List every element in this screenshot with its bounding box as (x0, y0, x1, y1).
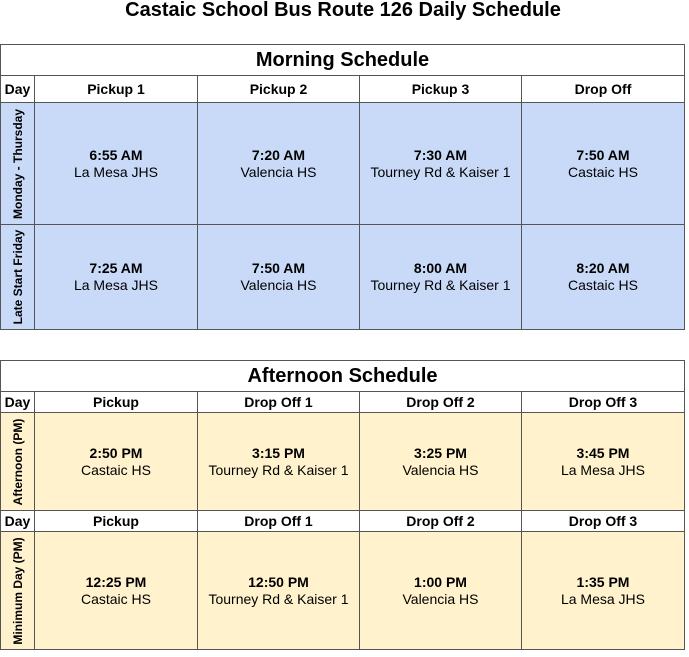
stop-cell (198, 103, 360, 225)
column-header: Pickup 3 (360, 76, 522, 103)
stop-cell (522, 532, 685, 650)
stop-cell (360, 225, 522, 330)
table-row (1, 413, 685, 511)
day-label-cell (1, 225, 35, 330)
day-label: Afternoon (PM) (10, 418, 25, 505)
stop-place: Castaic HS (567, 277, 639, 293)
column-header: Drop Off 2 (360, 511, 522, 532)
column-header: Pickup (35, 511, 198, 532)
page-title: Castaic School Bus Route 126 Daily Schedule (125, 0, 561, 21)
stop-time: 3:45 PM (576, 444, 630, 461)
stop-time: 7:25 AM (89, 260, 143, 276)
stop-cell (35, 225, 198, 330)
column-header: Drop Off 3 (522, 511, 685, 532)
day-label: Late Start Friday (10, 229, 25, 325)
stop-time: 12:50 PM (248, 573, 309, 590)
stop-place: La Mesa JHS (560, 461, 646, 478)
stop-time: 7:50 AM (251, 260, 306, 276)
stop-place: Castaic HS (80, 590, 152, 607)
stop-cell (198, 532, 360, 650)
column-header: Drop Off 1 (198, 511, 360, 532)
column-header: Pickup 2 (198, 76, 360, 103)
column-header: Drop Off 3 (522, 392, 685, 413)
stop-time: 7:50 AM (576, 146, 630, 163)
stop-time: 8:00 AM (413, 260, 468, 276)
day-label: Minimum Day (PM) (10, 536, 25, 645)
stop-place: Tourney Rd & Kaiser 1 (370, 163, 511, 180)
stop-time: 8:20 AM (576, 260, 630, 276)
table-row (1, 532, 685, 650)
stop-cell (35, 413, 198, 511)
stop-cell (522, 225, 685, 330)
day-label-cell (1, 103, 35, 225)
stop-time: 3:25 PM (414, 444, 467, 461)
table-row (1, 225, 685, 330)
stop-time: 2:50 PM (89, 444, 143, 461)
stop-cell (522, 103, 685, 225)
column-header: Drop Off 1 (198, 392, 360, 413)
stop-place: La Mesa JHS (73, 277, 159, 293)
stop-place: Tourney Rd & Kaiser 1 (208, 461, 349, 478)
stop-time: 7:30 AM (413, 146, 468, 163)
stop-cell (198, 413, 360, 511)
stop-place: Valencia HS (240, 163, 317, 180)
column-header: Drop Off (522, 76, 685, 103)
afternoon-schedule-table (0, 360, 685, 650)
stop-time: 6:55 AM (89, 146, 143, 163)
stop-cell (35, 103, 198, 225)
stop-time: 1:00 PM (414, 573, 467, 590)
stop-place: Valencia HS (402, 590, 479, 607)
stop-place: Valencia HS (240, 277, 317, 293)
column-header: Day (1, 511, 35, 532)
stop-place: Valencia HS (402, 461, 479, 478)
stop-time: 7:20 AM (251, 146, 306, 163)
stop-place: Tourney Rd & Kaiser 1 (208, 590, 349, 607)
stop-cell (360, 103, 522, 225)
morning-heading: Morning Schedule (1, 45, 685, 76)
stop-cell (360, 413, 522, 511)
stop-place: Tourney Rd & Kaiser 1 (370, 277, 511, 293)
stop-cell (522, 413, 685, 511)
stop-time: 3:15 PM (252, 444, 305, 461)
afternoon-heading: Afternoon Schedule (1, 361, 685, 392)
stop-place: La Mesa JHS (73, 163, 159, 180)
stop-place: Castaic HS (80, 461, 152, 478)
stop-place: La Mesa JHS (560, 590, 646, 607)
stop-time: 1:35 PM (576, 573, 630, 590)
day-label-cell (1, 532, 35, 650)
column-header: Day (1, 76, 35, 103)
column-header: Pickup 1 (35, 76, 198, 103)
table-row (1, 103, 685, 225)
column-header: Drop Off 2 (360, 392, 522, 413)
stop-cell (35, 532, 198, 650)
column-header: Day (1, 392, 35, 413)
morning-schedule-table (0, 44, 685, 330)
stop-cell (360, 532, 522, 650)
day-label: Monday - Thursday (10, 108, 25, 219)
stop-place: Castaic HS (567, 163, 639, 180)
column-header: Pickup (35, 392, 198, 413)
day-label-cell (1, 413, 35, 511)
stop-cell (198, 225, 360, 330)
stop-time: 12:25 PM (85, 573, 147, 590)
